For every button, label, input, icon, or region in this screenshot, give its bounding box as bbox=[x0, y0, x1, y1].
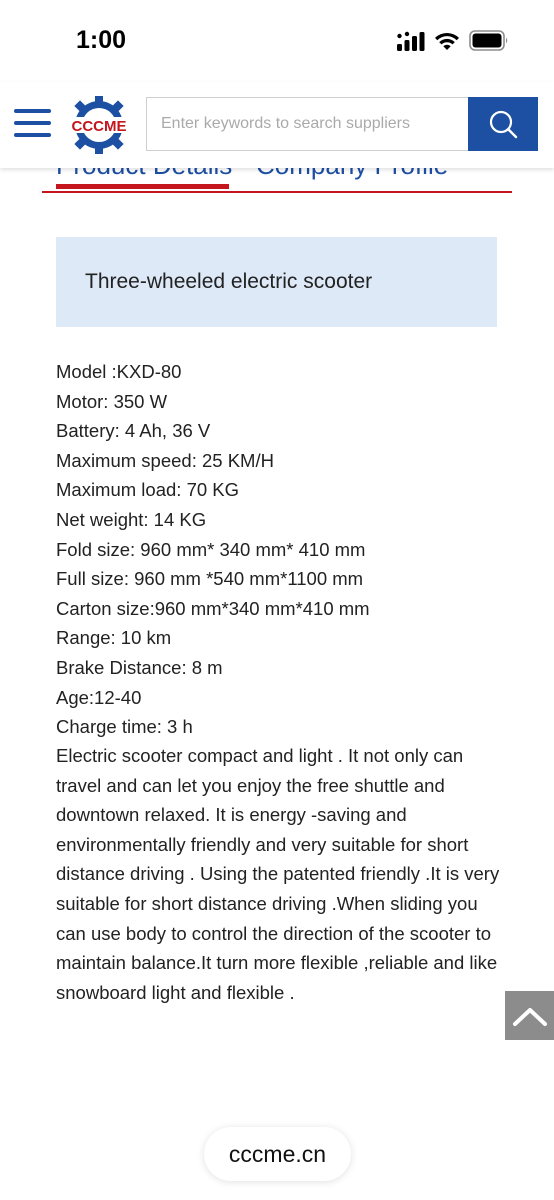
search-input[interactable] bbox=[147, 98, 469, 150]
spec-age: Age:12-40 bbox=[56, 686, 142, 708]
spec-full-size: Full size: 960 mm *540 mm*1100 mm bbox=[56, 568, 364, 590]
product-description: Electric scooter compact and light . It not only can travel and can let you enjoy the free shuttle and downtown relaxed. It is energy -saving and environmentally friendly and very suitable for short distance driving . Using the patented friendly .It is very suitable for short distance driving .When sliding you can use body to control the direction of the scooter to maintain balance.It turn more flexible ,reliable and like snowboard light and flexible . bbox=[56, 745, 500, 1003]
spec-brake-distance: Brake Distance: 8 m bbox=[56, 656, 223, 678]
back-to-top-button[interactable] bbox=[505, 991, 554, 1040]
browser-url: cccme.cn bbox=[228, 1140, 327, 1167]
spec-motor: Motor: 350 W bbox=[56, 390, 168, 412]
status-bar bbox=[0, 0, 554, 82]
wifi-icon bbox=[434, 30, 460, 51]
hamburger-menu-icon[interactable] bbox=[14, 109, 51, 137]
site-header bbox=[0, 82, 554, 168]
cellular-signal-icon bbox=[397, 31, 425, 51]
search-box bbox=[146, 97, 469, 151]
spec-carton-size: Carton size:960 mm*340 mm*410 mm bbox=[56, 597, 370, 619]
spec-fold-size: Fold size: 960 mm* 340 mm* 410 mm bbox=[56, 538, 366, 560]
product-specs bbox=[56, 357, 506, 742]
chevron-up-icon bbox=[512, 1005, 548, 1027]
battery-icon bbox=[469, 30, 509, 51]
spec-model: Model :KXD-80 bbox=[56, 361, 182, 382]
active-tab-indicator bbox=[56, 184, 229, 189]
search-button[interactable] bbox=[468, 97, 538, 151]
spec-net-weight: Net weight: 14 KG bbox=[56, 508, 207, 530]
search-icon bbox=[488, 109, 518, 139]
product-title-box bbox=[56, 237, 497, 327]
spec-max-load: Maximum load: 70 KG bbox=[56, 479, 240, 501]
logo-text: CCCME bbox=[71, 118, 127, 135]
spec-range: Range: 10 km bbox=[56, 627, 172, 649]
product-title: Three-wheeled electric scooter bbox=[85, 270, 373, 293]
tab-divider bbox=[42, 191, 512, 193]
spec-max-speed: Maximum speed: 25 KM/H bbox=[56, 449, 274, 471]
browser-url-bar[interactable] bbox=[204, 1127, 351, 1181]
spec-battery: Battery: 4 Ah, 36 V bbox=[56, 420, 211, 442]
spec-charge-time: Charge time: 3 h bbox=[56, 716, 193, 738]
cccme-logo[interactable] bbox=[62, 96, 136, 154]
status-time: 1:00 bbox=[76, 26, 127, 54]
